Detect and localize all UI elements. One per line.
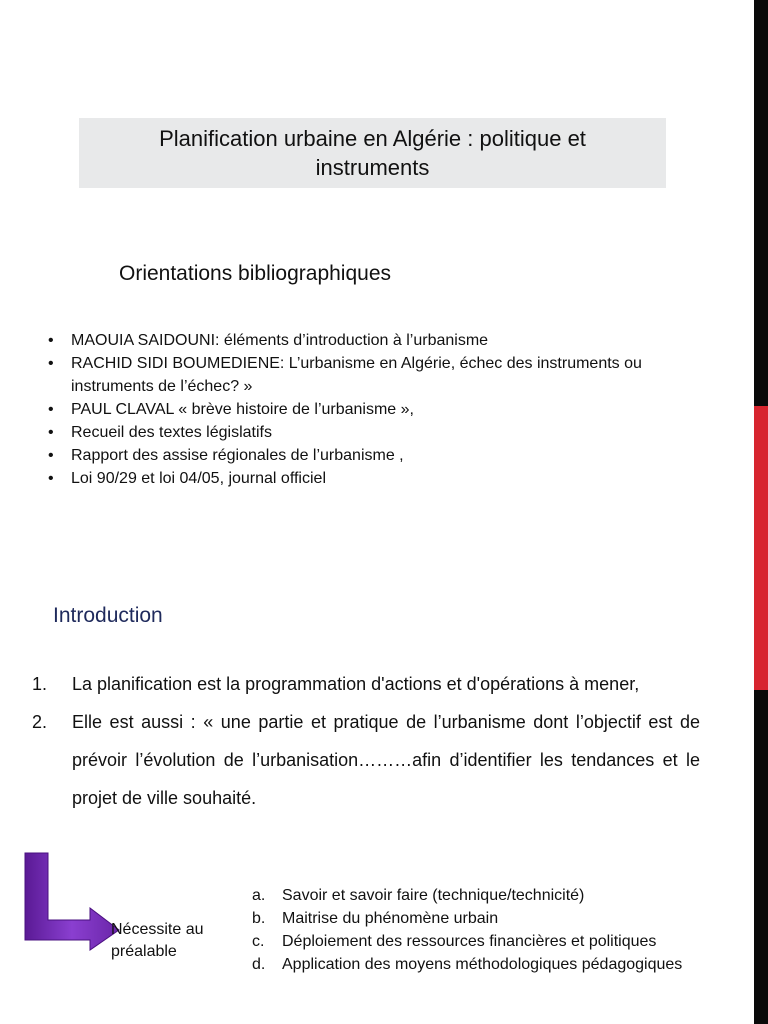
list-item (48, 329, 708, 352)
list-item (252, 930, 682, 953)
list-item-text: Elle est aussi : « une partie et pratique de l’urbanisme dont l’objectif est de prévoir l’évolution de l’urbanisation………afin d’identifier les tendances et le projet de ville souhaité. (72, 712, 700, 808)
bibliography-list (48, 329, 708, 490)
list-item-text: PAUL CLAVAL « brève histoire de l’urbanisme », (71, 401, 414, 418)
list-item (48, 467, 708, 490)
item-number: 2. (32, 712, 48, 732)
list-item (48, 398, 708, 421)
item-letter: c. (252, 933, 265, 950)
list-item-text: Maitrise du phénomène urbain (282, 910, 499, 927)
list-item-text: Recueil des textes législatifs (71, 424, 272, 441)
bullet: • (48, 424, 54, 441)
bullet: • (48, 355, 54, 372)
page-title: Planification urbaine en Algérie : politique et instruments (159, 126, 586, 180)
list-item (30, 703, 700, 817)
introduction-heading: Introduction (53, 604, 163, 627)
item-letter: d. (252, 956, 266, 973)
list-item (48, 352, 708, 398)
list-item-text: Déploiement des ressources financières et politiques (282, 933, 657, 950)
list-item-text: MAOUIA SAIDOUNI: éléments d’introduction à l’urbanisme (71, 332, 489, 349)
list-item-text: Savoir et savoir faire (technique/technicité) (282, 887, 585, 904)
bullet: • (48, 332, 54, 349)
item-number: 1. (32, 674, 48, 694)
list-item-text: Loi 90/29 et loi 04/05, journal officiel (71, 470, 326, 487)
bibliography-heading: Orientations bibliographiques (119, 262, 392, 285)
list-item-text: Application des moyens méthodologiques pédagogiques (282, 956, 683, 973)
bullet: • (48, 470, 54, 487)
list-item-text: Rapport des assise régionales de l’urbanisme , (71, 447, 404, 464)
item-letter: a. (252, 887, 266, 904)
list-item (252, 907, 682, 930)
list-item (48, 421, 708, 444)
item-letter: b. (252, 910, 266, 927)
list-item (30, 665, 700, 703)
list-item-text: La planification est la programmation d'actions et d'opérations à mener, (72, 674, 640, 694)
bullet: • (48, 447, 54, 464)
slide-edge-accent (754, 406, 768, 690)
list-item (252, 953, 682, 976)
bent-arrow-icon (22, 850, 122, 952)
introduction-list (30, 665, 700, 817)
title-box (79, 118, 666, 188)
list-item (48, 444, 708, 467)
prerequisite-list (252, 884, 682, 976)
list-item-text: RACHID SIDI BOUMEDIENE: L’urbanisme en Algérie, échec des instruments ou instruments de l’échec? » (71, 355, 642, 395)
bullet: • (48, 401, 54, 418)
list-item (252, 884, 682, 907)
prerequisite-label: Nécessite au préalable (111, 921, 204, 960)
